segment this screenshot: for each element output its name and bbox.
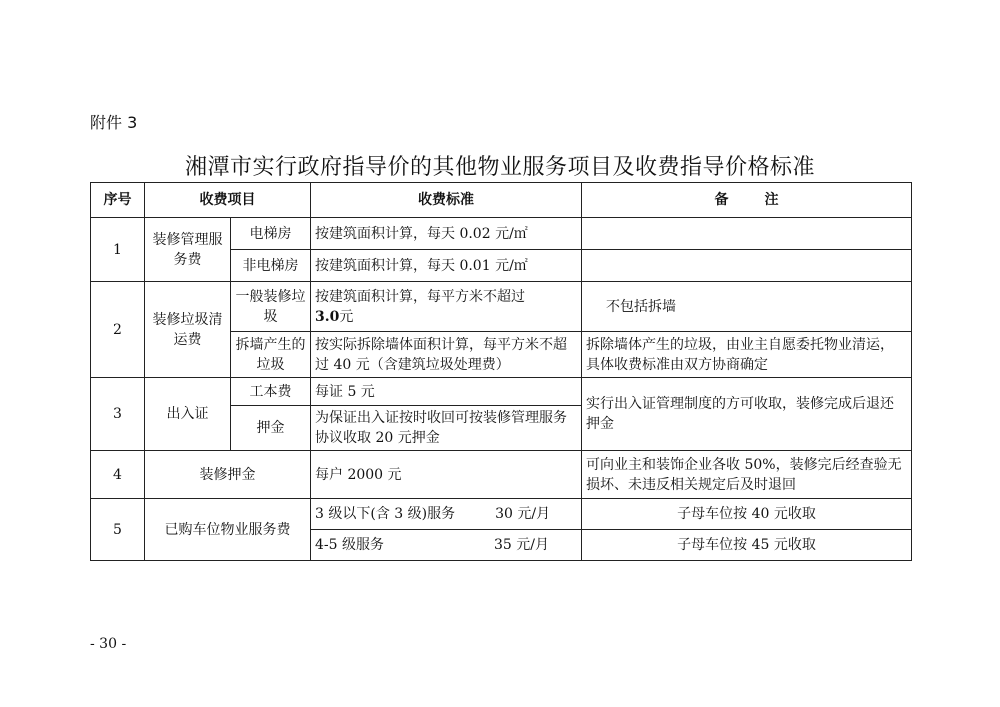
- fee-subitem: 电梯房: [231, 218, 311, 250]
- fee-remark: 拆除墙体产生的垃圾，由业主自愿委托物业清运，具体收费标准由双方协商确定: [582, 332, 912, 378]
- fee-remark: 可向业主和装饰企业各收 50%，装修完后经查验无损坏、未违反相关规定后及时退回: [582, 451, 912, 499]
- fee-item: 装修垃圾清运费: [145, 282, 231, 378]
- fee-remark: 子母车位按 40 元收取: [582, 499, 912, 530]
- row-number: 5: [91, 499, 145, 561]
- fee-standard: 每户 2000 元: [311, 451, 582, 499]
- fee-subitem: 押金: [231, 406, 311, 451]
- fee-item: 出入证: [145, 378, 231, 451]
- row-number: 3: [91, 378, 145, 451]
- fee-standard: 4-5 级服务 35 元/月: [311, 530, 582, 561]
- header-item: 收费项目: [145, 183, 311, 218]
- fee-standard: 按建筑面积计算，每平方米不超过 3.0元: [311, 282, 582, 332]
- fee-item: 装修押金: [145, 451, 311, 499]
- fee-remark: 不包括拆墙: [582, 282, 912, 332]
- row-number: 2: [91, 282, 145, 378]
- fee-standard: 按建筑面积计算，每天 0.01 元/㎡: [311, 250, 582, 282]
- table-header-row: [91, 183, 912, 218]
- page-number: - 30 -: [90, 636, 127, 652]
- table-row: [91, 451, 912, 499]
- row-number: 1: [91, 218, 145, 282]
- fee-standard: 按实际拆除墙体面积计算，每平方米不超过 40 元（含建筑垃圾处理费）: [311, 332, 582, 378]
- header-standard: 收费标准: [311, 183, 582, 218]
- document-title: 湘潭市实行政府指导价的其他物业服务项目及收费指导价格标准: [184, 155, 815, 180]
- table-row: [91, 378, 912, 406]
- fee-subitem: 工本费: [231, 378, 311, 406]
- fee-standard: 3 级以下(含 3 级)服务 30 元/月: [311, 499, 582, 530]
- fee-standard-table: [90, 182, 912, 561]
- header-no: 序号: [91, 183, 145, 218]
- fee-remark: 实行出入证管理制度的方可收取，装修完成后退还押金: [582, 378, 912, 451]
- table-row: [91, 218, 912, 250]
- fee-standard: 按建筑面积计算，每天 0.02 元/㎡: [311, 218, 582, 250]
- header-remark: 备 注: [582, 183, 912, 218]
- fee-remark: [582, 250, 912, 282]
- fee-standard: 每证 5 元: [311, 378, 582, 406]
- table-row: [91, 499, 912, 530]
- fee-item: 装修管理服务费: [145, 218, 231, 282]
- fee-item: 已购车位物业服务费: [145, 499, 311, 561]
- row-number: 4: [91, 451, 145, 499]
- table-row: [91, 282, 912, 332]
- fee-remark: [582, 218, 912, 250]
- attachment-label: 附件 3: [90, 113, 138, 132]
- fee-standard: 为保证出入证按时收回可按装修管理服务协议收取 20 元押金: [311, 406, 582, 451]
- fee-subitem: 一般装修垃圾: [231, 282, 311, 332]
- fee-subitem: 非电梯房: [231, 250, 311, 282]
- fee-subitem: 拆墙产生的垃圾: [231, 332, 311, 378]
- fee-remark: 子母车位按 45 元收取: [582, 530, 912, 561]
